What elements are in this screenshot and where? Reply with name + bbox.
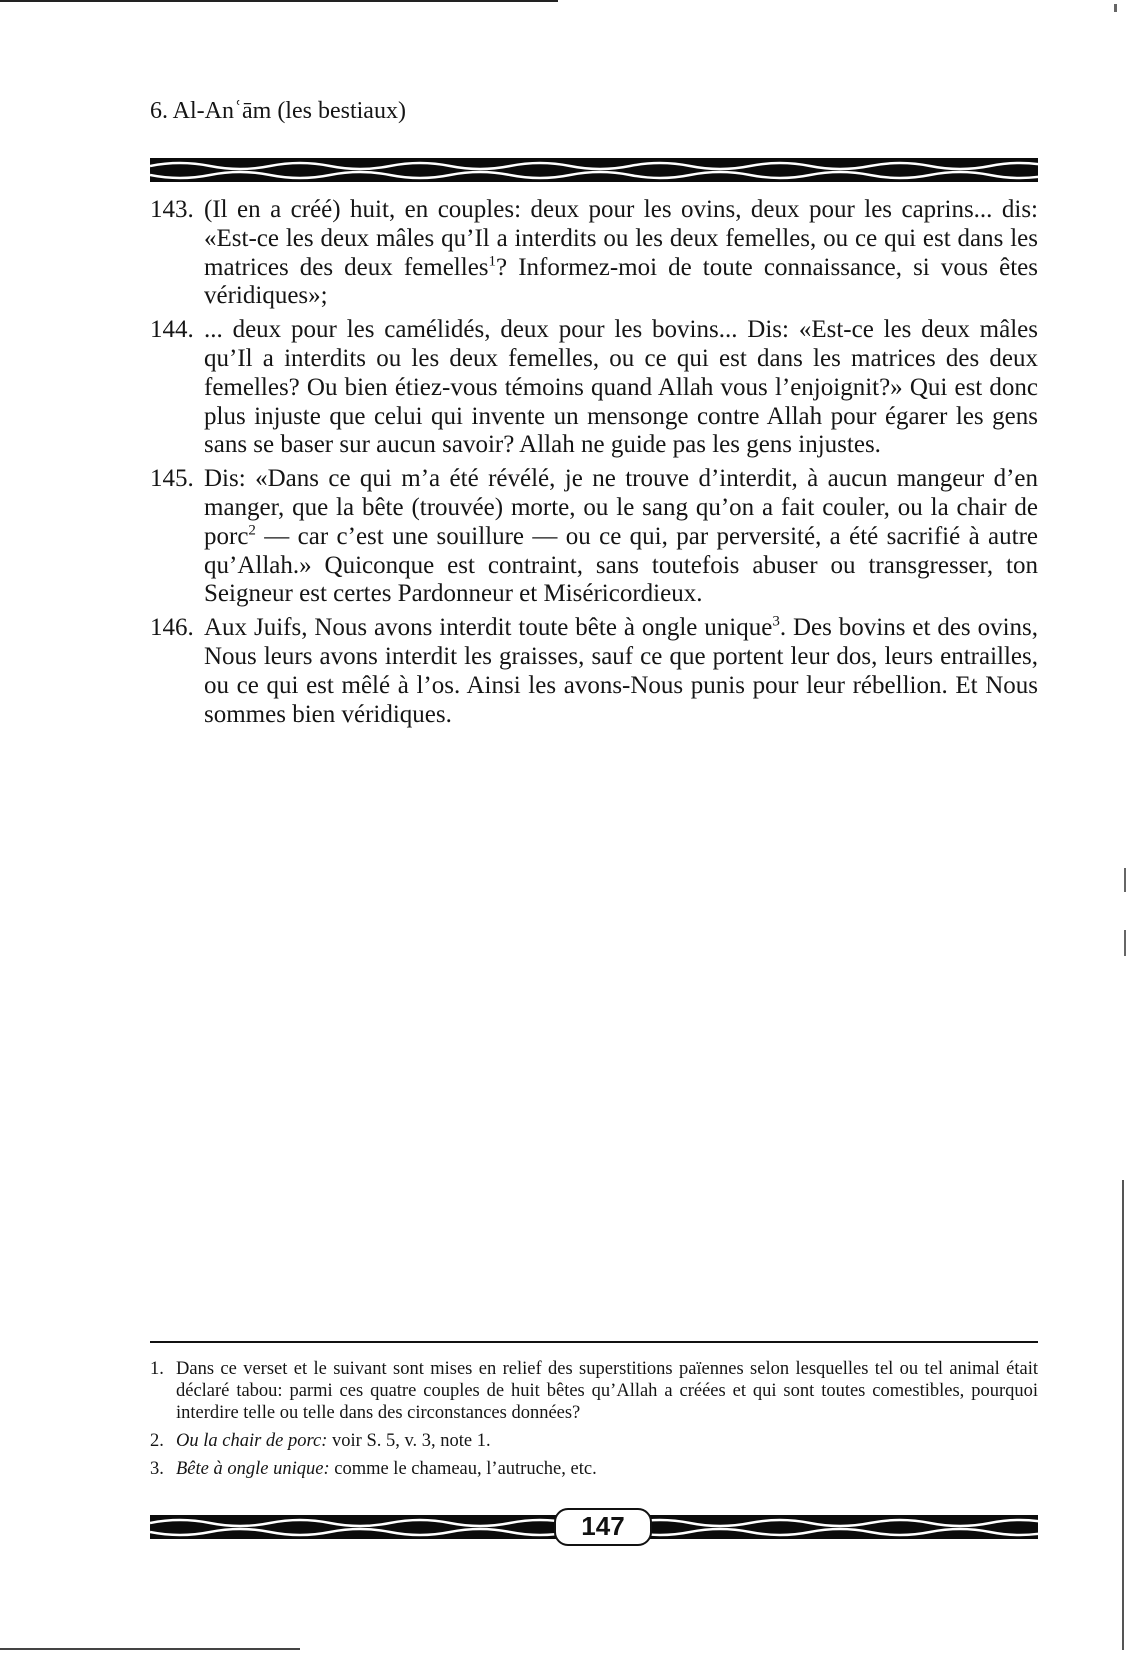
- footnote-text: Dans ce verset et le suivant sont mises en relief des superstitions païennes selon lesquelles tel ou tel animal était déclaré tabou: parmi ces quatre couples de huit bêtes qu’Allah a créées et qui sont toutes comestibles, pourquoi interdire telle ou telle dans des circonstances données?: [176, 1359, 1038, 1423]
- footnote-text: comme le chameau, l’autruche, etc.: [329, 1459, 597, 1479]
- verse-number: 143.: [150, 196, 194, 223]
- footnote-list: [150, 1358, 1038, 1486]
- footnote-3: [150, 1458, 1038, 1480]
- scan-bottom-edge-rule: [0, 1648, 300, 1650]
- footnote-2: [150, 1430, 1038, 1452]
- verse-text: — car c’est une souillure — ou ce qui, par perversité, a été sacrifié à autre qu’Allah.» Quiconque est contraint, sans toutefois abuser ou transgresser, ton Seigneur est certes Pardonneur et Miséricordieux.: [204, 522, 1038, 608]
- verse-text: . Des bovins et des ovins, Nous leurs avons interdit les graisses, sauf ce que portent leur dos, leurs entrailles, ou ce qui est mêlé à l’os. Ainsi les avons-Nous punis pour leur rébellion. Et Nous sommes bien véridiques.: [204, 614, 1038, 728]
- scan-speck: [1114, 4, 1117, 12]
- verse-text: Dis: «Dans ce qui m’a été révélé, je ne trouve d’interdit, à aucun mangeur d’en manger, que la bête (trouvée) morte, ou le sang qu’on a fait couler, ou la chair de porc: [204, 465, 1038, 550]
- verse-146: [150, 614, 1038, 729]
- decorative-band-top: [150, 158, 1038, 182]
- running-head: 6. Al-Anʿām (les bestiaux): [150, 98, 406, 124]
- verse-145: [150, 465, 1038, 609]
- footnote-ref[interactable]: 1: [488, 253, 497, 270]
- verse-text: ? Informez-moi de toute connaissance, si vous êtes véridiques»;: [204, 253, 1038, 310]
- verse-number: 146.: [150, 614, 194, 642]
- footnote-1: [150, 1358, 1038, 1424]
- footnote-label: Bête à ongle unique:: [176, 1459, 330, 1479]
- footnote-label: Ou la chair de porc:: [176, 1431, 328, 1451]
- page-number: 147: [554, 1508, 652, 1546]
- scan-right-edge-mark: [1122, 1180, 1124, 1650]
- verse-number: 144.: [150, 316, 194, 344]
- chain-ornament-top: [150, 158, 1038, 182]
- verse-143: [150, 196, 1038, 311]
- footnote-number: 1.: [150, 1359, 164, 1379]
- verse-number: 145.: [150, 465, 194, 493]
- verse-144: [150, 316, 1038, 460]
- verse-text: ... deux pour les camélidés, deux pour les bovins... Dis: «Est-ce les deux mâles qu’Il a interdits ou les deux femelles, ou ce qui est dans les matrices des deux femelles? Ou bien étiez-vous témoins quand Allah vous l’enjoignit?» Qui est donc plus injuste que celui qui invente un mensonge contre Allah pour égarer les gens sans se baser sur aucun savoir? Allah ne guide pas les gens injustes.: [204, 316, 1038, 459]
- footnote-ref[interactable]: 3: [772, 613, 780, 630]
- scan-speck: [1124, 930, 1126, 956]
- scan-speck: [1124, 868, 1126, 892]
- footnote-number: 2.: [150, 1431, 164, 1451]
- scan-top-edge-rule: [0, 0, 558, 2]
- footnote-ref[interactable]: 2: [248, 522, 256, 539]
- footnote-number: 3.: [150, 1459, 164, 1479]
- footnote-separator: [150, 1341, 1038, 1343]
- footnote-text: voir S. 5, v. 3, note 1.: [327, 1431, 491, 1451]
- verse-text: Aux Juifs, Nous avons interdit toute bête à ongle unique: [204, 614, 773, 642]
- verse-text: (Il en a créé) huit, en couples: deux pour les ovins, deux pour les caprins... dis: «Est-ce les deux mâles qu’Il a interdits ou les deux femelles, ou ce qui est dans les matrices des deux femelles: [204, 196, 1038, 281]
- verse-list: [150, 196, 1038, 734]
